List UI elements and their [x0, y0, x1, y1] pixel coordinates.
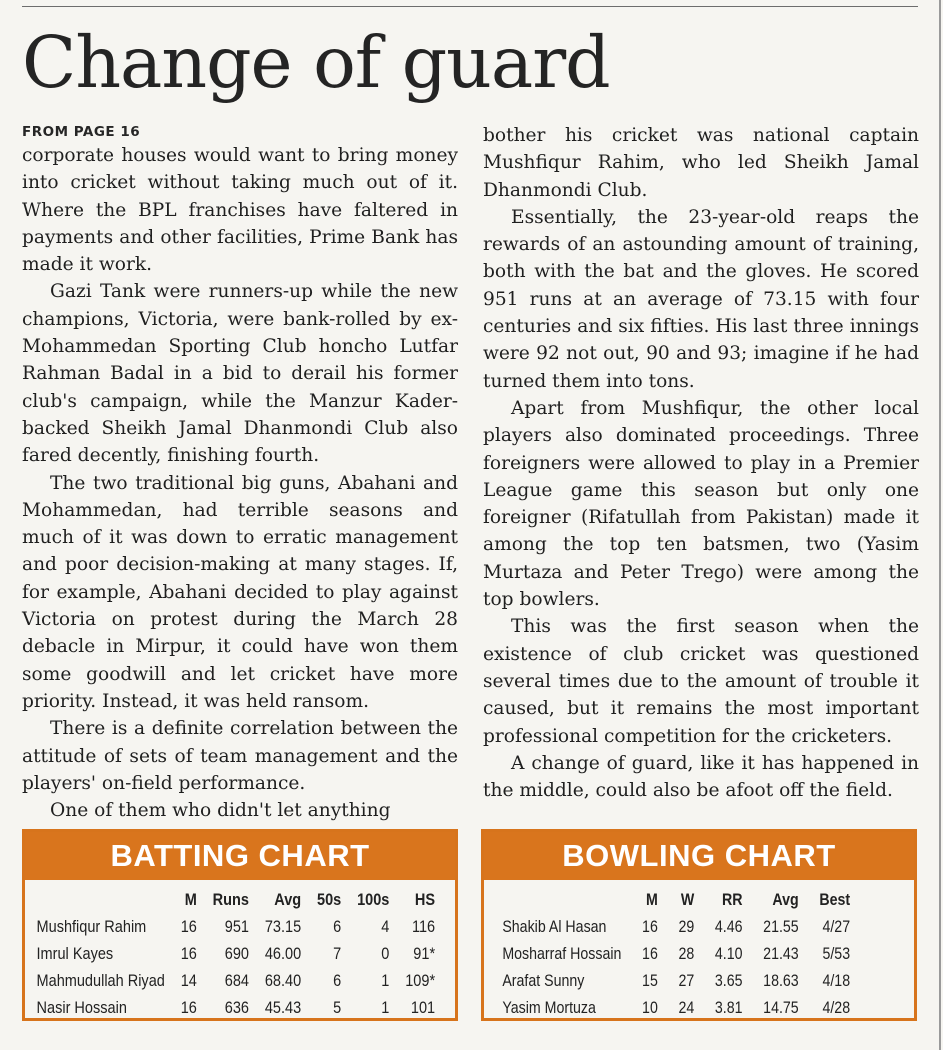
column-header: HS — [414, 891, 436, 909]
table-cell: 46.00 — [264, 945, 302, 963]
table-cell: 109* — [405, 972, 436, 990]
table-cell: 951 — [224, 918, 249, 936]
page-edge-rule — [939, 0, 941, 1050]
table-row — [33, 914, 443, 941]
bowling-chart-title: BOWLING CHART — [484, 832, 914, 880]
table-cell: 636 — [224, 999, 249, 1017]
table-cell: 4 — [381, 918, 390, 936]
table-cell: 68.40 — [264, 972, 302, 990]
table-cell: 14.75 — [763, 999, 799, 1017]
batting-chart-box — [22, 829, 458, 1021]
table-cell: 690 — [224, 945, 249, 963]
table-cell: 24 — [678, 999, 695, 1017]
table-cell: 28 — [678, 945, 695, 963]
table-row — [492, 914, 860, 941]
batting-chart-title: BATTING CHART — [25, 832, 455, 880]
column-header: 50s — [317, 891, 342, 909]
top-rule — [22, 6, 918, 7]
batting-table — [33, 887, 443, 1022]
table-row — [33, 968, 443, 995]
column-header: RR — [722, 891, 743, 909]
table-cell: 6 — [333, 972, 342, 990]
table-cell: 7 — [333, 945, 342, 963]
column-header: Best — [819, 891, 851, 909]
table-cell: 16 — [180, 918, 197, 936]
player-name: Imrul Kayes — [36, 945, 114, 963]
table-cell: 10 — [642, 999, 658, 1017]
table-cell: 18.63 — [763, 972, 799, 990]
player-name: Yasim Mortuza — [502, 999, 596, 1017]
bowling-chart-box — [481, 829, 917, 1021]
column-header: M — [184, 891, 197, 909]
column-header — [492, 887, 632, 914]
column-header: Avg — [772, 891, 799, 909]
player-name: Mahmudullah Riyad — [36, 972, 165, 990]
paragraph: bother his cricket was national captain Mushfiqur Rahim, who led Sheikh Jamal Dhanmondi Club. — [483, 125, 919, 201]
table-header-row — [492, 887, 860, 914]
paragraph: There is a definite correlation between the attitude of sets of team management and the players' on-field performance. — [22, 718, 458, 794]
table-cell: 91* — [413, 945, 436, 963]
table-cell: 29 — [678, 918, 695, 936]
continued-from-label: FROM PAGE 16 — [22, 124, 141, 140]
table-cell: 16 — [642, 918, 658, 936]
column-header: W — [680, 891, 695, 909]
column-header: 100s — [357, 891, 390, 909]
table-cell: 16 — [180, 945, 197, 963]
player-name: Shakib Al Hasan — [502, 918, 607, 936]
table-cell: 3.81 — [714, 999, 743, 1017]
paragraph: This was the first season when the existence of club cricket was questioned several times due to the amount of trouble it caused, but it remains the most important professional competition for the cricketers. — [483, 616, 919, 747]
paragraph: The two traditional big guns, Abahani and Mohammedan, had terrible seasons and much of it was down to erratic management and poor decision-making at many stages. If, for example, Abahani decided to play against Victoria on protest during the March 28 debacle in Mirpur, it could have won them some goodwill and let cricket have more priority. Instead, it was held ransom. — [22, 472, 458, 712]
table-cell: 101 — [410, 999, 436, 1017]
table-cell: 5 — [333, 999, 342, 1017]
table-cell: 4/18 — [822, 972, 851, 990]
paragraph: Essentially, the 23-year-old reaps the rewards of an astounding amount of training, both with the bat and the gloves. He scored 951 runs at an average of 73.15 with four centuries and six fifties. His last three innings were 92 not out, 90 and 93; imagine if he had turned them into tons. — [483, 206, 919, 392]
paragraph: corporate houses would want to bring money into cricket without taking much out of it. Where the BPL franchises have faltered in payments and other facilities, Prime Bank has made it work. — [22, 145, 458, 276]
table-cell: 16 — [180, 999, 197, 1017]
table-cell: 14 — [180, 972, 197, 990]
table-cell: 15 — [642, 972, 658, 990]
player-name: Nasir Hossain — [36, 999, 127, 1017]
table-cell: 1 — [381, 999, 390, 1017]
table-cell: 5/53 — [822, 945, 851, 963]
table-cell: 116 — [411, 918, 436, 936]
headline: Change of guard — [22, 21, 610, 104]
table-cell: 6 — [333, 918, 342, 936]
bowling-table — [492, 887, 860, 1022]
player-name: Arafat Sunny — [502, 972, 585, 990]
table-cell: 21.43 — [763, 945, 799, 963]
table-cell: 27 — [678, 972, 695, 990]
table-cell: 4/27 — [822, 918, 851, 936]
table-cell: 16 — [642, 945, 658, 963]
table-row — [492, 968, 860, 995]
paragraph: Gazi Tank were runners-up while the new champions, Victoria, were bank-rolled by ex-Mohammedan Sporting Club honcho Lutfar Rahman Badal in a bid to derail his former club's campaign, while the Manzur Kader-backed Sheikh Jamal Dhanmondi Club also fared decently, finishing fourth. — [22, 281, 458, 467]
article-column-left — [22, 122, 458, 824]
column-header — [33, 887, 173, 914]
table-row — [33, 995, 443, 1022]
article-column-right — [483, 122, 919, 804]
table-cell: 45.43 — [264, 999, 302, 1017]
column-header: M — [646, 891, 658, 909]
player-name: Mushfiqur Rahim — [36, 918, 147, 936]
table-cell: 4/28 — [822, 999, 851, 1017]
table-cell: 3.65 — [714, 972, 743, 990]
table-row — [33, 941, 443, 968]
table-cell: 73.15 — [264, 918, 302, 936]
table-cell: 0 — [381, 945, 390, 963]
table-cell: 1 — [381, 972, 390, 990]
table-cell: 21.55 — [763, 918, 799, 936]
table-cell: 684 — [224, 972, 249, 990]
table-row — [492, 995, 860, 1022]
table-cell: 4.46 — [714, 918, 743, 936]
table-row — [492, 941, 860, 968]
table-header-row — [33, 887, 443, 914]
column-header: Runs — [212, 891, 249, 909]
player-name: Mosharraf Hossain — [502, 945, 622, 963]
table-cell: 4.10 — [714, 945, 743, 963]
paragraph: Apart from Mushfiqur, the other local players also dominated proceedings. Three foreigners were allowed to play in a Premier League game this season but only one foreigner (Rifatullah from Pakistan) made it among the top ten batsmen, two (Yasim Murtaza and Peter Trego) were among the top bowlers. — [483, 397, 919, 611]
column-header: Avg — [274, 891, 302, 909]
paragraph: One of them who didn't let anything — [50, 800, 391, 822]
paragraph: A change of guard, like it has happened in the middle, could also be afoot off the field. — [483, 752, 919, 802]
